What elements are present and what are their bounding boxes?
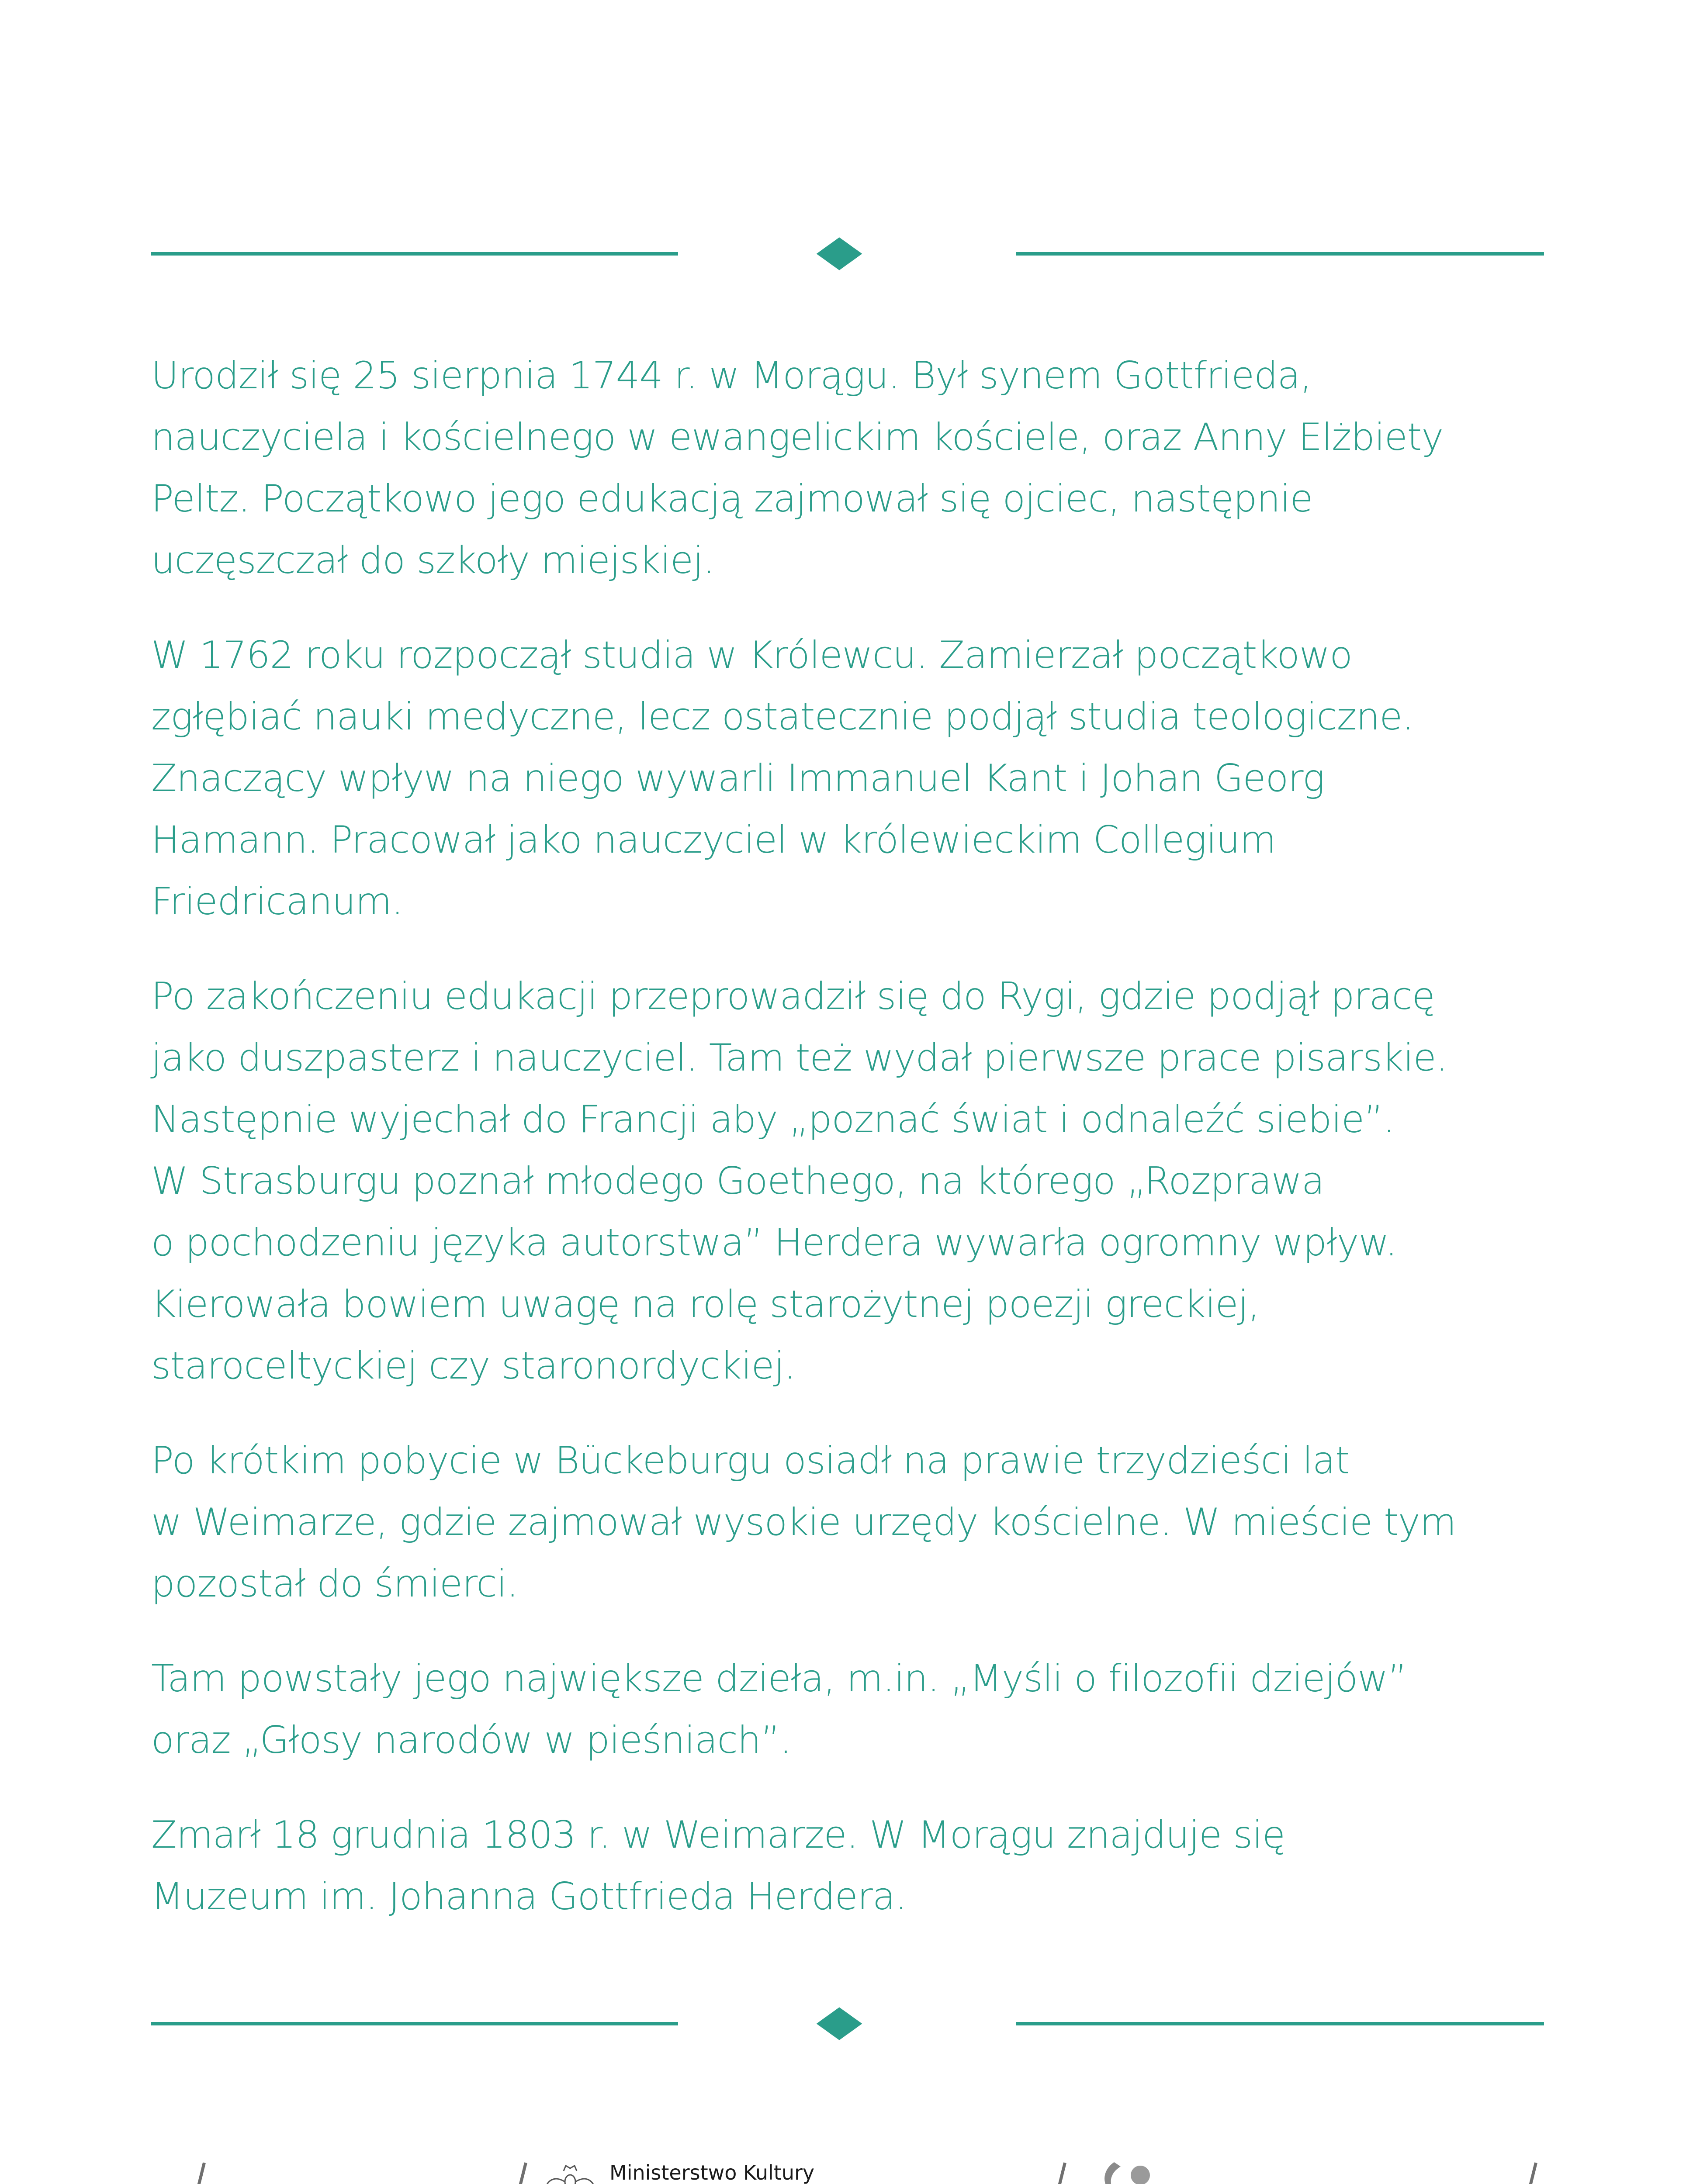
bottom-divider [151,2008,1544,2038]
text-line: w Weimarze, gdzie zajmował wysokie urzędy kościelne. W mieście tym [151,1500,1456,1544]
text-line: staroceltyckiej czy staronordyckiej. [151,1344,796,1388]
text-line: o pochodzeniu języka autorstwa” Herdera wywarła ogromny wpływ. [151,1221,1397,1265]
paragraph [151,1648,1549,1771]
biography-text [151,345,1549,1928]
text-line: Tam powstały jego największe dzieła, m.in. „Myśli o filozofii dziejów” [151,1657,1407,1700]
separator-slash [157,2163,206,2184]
top-divider [151,238,1544,268]
divider-line-left [151,252,678,256]
separator-slash [1489,2163,1537,2184]
text-line: Po krótkim pobycie w Bückeburgu osiadł na prawie trzydzieści lat [151,1439,1350,1482]
text-line: Kierowała bowiem uwagę na rolę starożytnej poezji greckiej, [151,1282,1260,1326]
paragraph [151,1430,1549,1615]
separator-slash [479,2163,527,2184]
divider-line-right [1016,2022,1544,2025]
divider-line-left [151,2022,678,2025]
paragraph [151,966,1549,1397]
sponsor-footer [0,2127,1693,2184]
text-line: Hamann. Pracował jako nauczyciel w królewieckim Collegium [151,818,1276,862]
separator-slash [1018,2163,1066,2184]
ministry-name-line: Ministerstwo Kultury [609,2161,815,2184]
text-line: Znaczący wpływ na niego wywarli Immanuel Kant i Johan Georg [151,757,1325,800]
text-line: nauczyciela i kościelnego w ewangelickim kościele, oraz Anny Elżbiety [151,415,1444,459]
warmia-mazury-logo-icon [1075,2153,1188,2184]
text-line: Peltz. Początkowo jego edukacją zajmował się ojciec, następnie [151,477,1313,521]
text-line: Muzeum im. Johanna Gottfrieda Herdera. [151,1875,907,1918]
text-line: W 1762 roku rozpoczął studia w Królewcu. Zamierzał początkowo [151,633,1352,677]
paragraph [151,625,1549,933]
text-line: Po zakończeniu edukacji przeprowadził się do Rygi, gdzie podjął pracę [151,975,1435,1018]
text-line: Urodził się 25 sierpnia 1744 r. w Morągu. Był synem Gottfrieda, [151,354,1312,397]
text-line: Następnie wyjechał do Francji aby „poznać świat i odnaleźć siebie”. [151,1098,1395,1141]
text-line: jako duszpasterz i nauczyciel. Tam też wydał pierwsze prace pisarskie. [151,1036,1447,1080]
text-line: oraz „Głosy narodów w pieśniach”. [151,1718,792,1762]
text-line: Zmarł 18 grudnia 1803 r. w Weimarze. W Morągu znajduje się [151,1813,1285,1857]
text-line: uczęszczał do szkoły miejskiej. [151,539,715,582]
paragraph [151,1804,1549,1928]
divider-line-right [1016,252,1544,256]
text-line: W Strasburgu poznał młodego Goethego, na którego „Rozprawa [151,1159,1324,1203]
text-line: pozostał do śmierci. [151,1562,518,1606]
diamond-ornament-icon [817,2007,862,2040]
diamond-ornament-icon [817,237,862,270]
text-line: zgłębiać nauki medyczne, lecz ostatecznie podjął studia teologiczne. [151,695,1414,739]
eagle-emblem-icon [542,2162,599,2184]
paragraph [151,345,1549,591]
ministry-name [609,2160,875,2184]
text-line: Friedricanum. [151,880,403,923]
